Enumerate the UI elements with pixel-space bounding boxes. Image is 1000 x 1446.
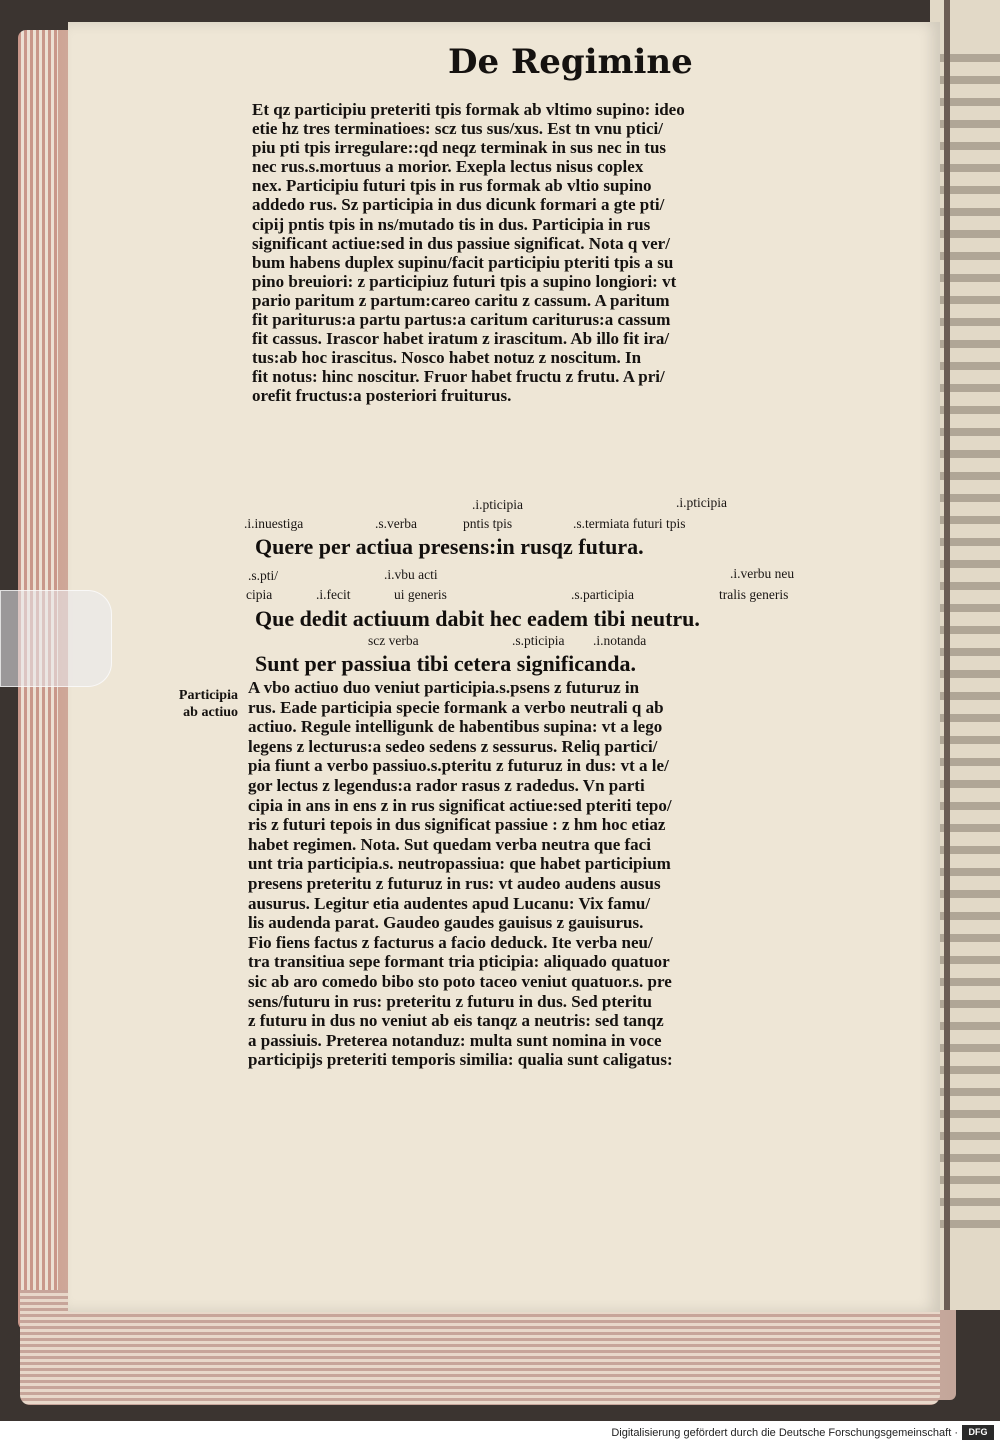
gloss-4b: .i.fecit: [316, 587, 351, 602]
gloss-5c: .i.notanda: [593, 633, 647, 648]
running-head: De Regimine: [448, 42, 693, 82]
gloss-2d: .s.termiata futuri tpis: [573, 516, 686, 531]
gloss-3a: .s.pti/: [248, 568, 279, 583]
facing-page: [930, 0, 1000, 1310]
paragraph-2: A vbo actiuo duo veniut participia.s.psens z futuruz in rus. Eade participia specie formank a verbo neutrali q ab actiuo. Regule intelligunk de habentibus supina: vt a lego legens z lecturus:a sedeo sedens z sessurus. Reliq partici/ pia fiunt a verbo passiuo.s.pteritu z futuruz in dus: vt a le/ gor lectus z legendus:a rador rasus z radedus. Vn parti cipia in ans in ens z in rus significat actiue:sed pteriti tepo/ ris z futuri tepois in dus significat passiue : z hm hoc etiaz habet regimen. Nota. Sut quedam verba neutra que faci unt tria participia.s. neutropassiua: que habet participium presens preteritu z futuruz in rus: vt audeo audens ausus ausurus. Legitur etia audentes apud Lucanu: Vix famu/ lis audenda parat. Gaudeo gaudes gauisus z gauisurus. Fio fiens factus z facturus a facio deduck. Ite verba neu/ tra transitiua sepe formant tria pticipia: aliquado quatuor sic ab aro comedo bibo sto poto taceo veniut quatuor.s. pre sens/futuru in rus: preteritu z futuru in dus. Sed pteritu z futuru in dus no veniut ab eis tanqz a neutris: sed tanqz a passiuis. Preterea notanduz: multa sunt nomina in voce participijs preteriti temporis similia: qualia sunt caligatus:: [248, 678, 673, 1070]
dfg-logo: DFG: [962, 1425, 994, 1440]
gloss-5b: .s.pticipia: [512, 633, 565, 648]
verse-1: Quere per actiua presens:in rusqz futura.: [255, 534, 644, 559]
gloss-4c: ui generis: [394, 587, 447, 602]
paragraph-1: Et qz participiu preteriti tpis formak ab vltimo supino: ideo etie hz tres terminatioes: scz tus sus/xus. Est tn vnu ptici/ piu pti tpis irregulare::qd neqz terminak in sus nec in tus nec rus.s.mortuus a morior. Exepla lectus nisus coplex nex. Participiu futuri tpis in rus formak ab vltio supino addedo rus. Sz participia in dus dicunk formari a gte pti/ cipij pntis tpis in ns/mutado tis in dus. Participia in rus significant actiue:sed in dus passiue significat. Nota q ver/ bum habens duplex supinu/facit participiu pteriti tpis a su pino breuiori: z participiuz futuri tpis a supino longiori: vt pario paritum z partum:careo caritu z cassum. A paritum fit pariturus:a partu partus:a caritum cariturus:a cassum fit cassus. Irascor habet iratum z irascitum. Ab illo fit ira/ tus:ab hoc irascitus. Nosco habet notuz z noscitum. In fit notus: hinc noscitur. Fruor habet fructu z frutu. A pri/ orefit fructus:a posteriori fruiturus.: [252, 100, 685, 406]
verse-3: Sunt per passiua tibi cetera significanda.: [255, 651, 636, 676]
margin-note: Participia ab actiuo: [178, 688, 238, 720]
gloss-2a: .i.inuestiga: [244, 516, 304, 531]
gloss-2c: pntis tpis: [463, 516, 513, 531]
gloss-4e: tralis generis: [719, 587, 789, 602]
verse-2: Que dedit actiuum dabit hec eadem tibi neutru.: [255, 606, 700, 631]
gloss-1a: .i.pticipia: [472, 497, 523, 512]
bleed-through: [240, 40, 440, 80]
gloss-3c: .i.verbu neu: [730, 566, 795, 581]
plastic-page-clip: [0, 590, 112, 687]
book-gutter: [944, 0, 950, 1310]
gloss-4a: cipia: [246, 587, 273, 602]
gloss-1b: .i.pticipia: [676, 495, 727, 510]
footer-credit: Digitalisierung gefördert durch die Deutsche Forschungsgemeinschaft ·: [611, 1427, 958, 1439]
gloss-5a: scz verba: [368, 633, 419, 648]
gloss-2b: .s.verba: [375, 516, 417, 531]
gloss-3b: .i.vbu acti: [384, 567, 438, 582]
gloss-4d: .s.participia: [571, 587, 634, 602]
